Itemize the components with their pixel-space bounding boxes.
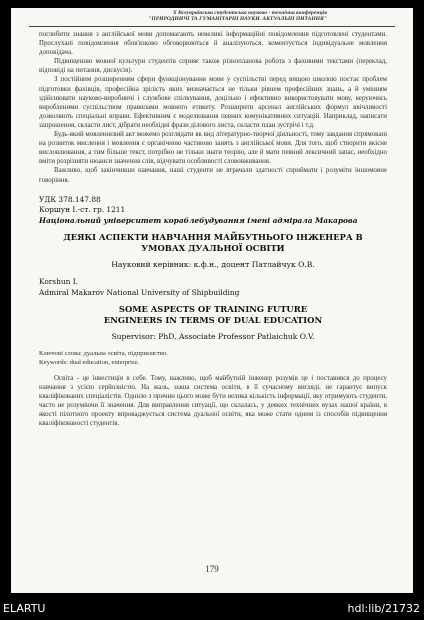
prev-paragraph-1: поглибити знання з англійської мови допомагають невеликі інформаційні повідомлення підготовлені студентами. Прослухані повідомлення обов'язково обговорюються й аналізуються, коментується індивідуальне мовлення доповідача. — [39, 31, 387, 57]
prev-paragraph-4: Будь-який мовленнєвий акт можемо розглядати як вид літературно-творчої діяльності, тому завдання спрямовані на розвиток мислення і мовлення є органічною частиною занять з англійської мови. Для того, щоб створити якісне висловлювання, а тим більше текст, потрібно не тільки знати теорію, але й мати певний лексичний запас, необхідно вміти розрізняти нюанси значення слів, відчувати особливості слововживання. — [39, 131, 387, 166]
conference-header — [11, 10, 413, 23]
prev-paragraph-2: Підвищенню мовної культури студентів сприяє також різнопланова робота з фаховими текстами (переклад, відповіді на питання, дискусія). — [39, 58, 387, 75]
title-ua: ДЕЯКІ АСПЕКТИ НАВЧАННЯ МАЙБУТНЬОГО ІНЖЕНЕРА В УМОВАХ ДУАЛЬНОЇ ОСВІТИ — [63, 232, 363, 254]
keywords-ua: Ключові слова: дуальна освіта, підприємство. — [39, 349, 168, 357]
keywords-en: Keywords: dual education, enterprise. — [39, 358, 140, 366]
article-paragraph-1: Освіта - це інвестиція в себе. Тому, важливо, щоб майбутній інженер розумів це і поставився до процесу навчання з усією серйозністю. На жаль, наша система освіти, в її сучасному вигляді, не гарантує випуск кваліфікованих спеціалістів. Однією з причин цього може бути велика кількість інформації, яку отримують студенти, часто не розуміючи її значення. Для виправлення ситуації, що склалась, у деяких технічних вузах нашої країни, в якості пілотного проекту впроваджується система дуальної освіти, яка може стати одним із способів підвищення кваліфікованості студентів. — [39, 374, 387, 428]
prev-paragraph-3: З постійним розширенням сфери функціонування мови у суспільстві перед вищою школою постає проблем підготовки фахівців, професійна зрілість яких визначається не тільки рівнем професійних знань, а й умінням здійснювати науково-виробничі і службове спілкування, доцільно і ефективно використовувати мову, керуючись виробленими суспільством правилами мовного етикету. Розширити арсенал англійських формул ввічливості дозволяють спеціальні вправи. Ефективним є моделювання певних комунікативних ситуацій. Наприклад, написати запрошення, скласти лист, дібрати необхідні фрази ділового листа, скласти план зустрічі і т.д. — [39, 76, 387, 129]
footer-handle: hdl:lib/21732 — [347, 602, 420, 615]
supervisor-en: Supervisor: PhD, Associate Professor Patlaichuk O.V. — [111, 331, 315, 341]
document-page — [11, 8, 413, 593]
supervisor-ua: Науковий керівник: к.ф.н., доцент Патлайчук О.В. — [111, 260, 315, 270]
footer-bar — [0, 602, 424, 620]
conference-header-line1: X Всеукраїнська студентська науково - технічна конференція — [173, 10, 327, 16]
page-body — [39, 30, 387, 428]
author-ua: Коршун І.-ст. гр. 1211 — [39, 205, 126, 215]
title-en: SOME ASPECTS OF TRAINING FUTURE ENGINEERS IN TERMS OF DUAL EDUCATION — [103, 303, 323, 325]
udc-code: УДК 378.147.88 — [39, 194, 101, 204]
header-rule — [29, 26, 395, 27]
prev-paragraph-5: Важливо, щоб закінчивши навчання, наші студенти не втрачали здатності сприймати і розуміти іншомовне говоріння. — [39, 167, 387, 184]
author-en: Korshun I. — [39, 277, 78, 287]
footer-repository-label: ELARTU — [3, 602, 46, 615]
university-ua: Національний університет кораблебудування імені адмірала Макарова — [39, 215, 358, 225]
university-en: Admiral Makarov National University of Shipbuilding — [39, 287, 240, 297]
page-number: 179 — [205, 564, 219, 574]
conference-header-line2: "ПРИРОДНИЧІ ТА ГУМАНІТАРНІ НАУКИ. АКТУАЛЬНІ ПИТАННЯ" — [148, 16, 327, 23]
